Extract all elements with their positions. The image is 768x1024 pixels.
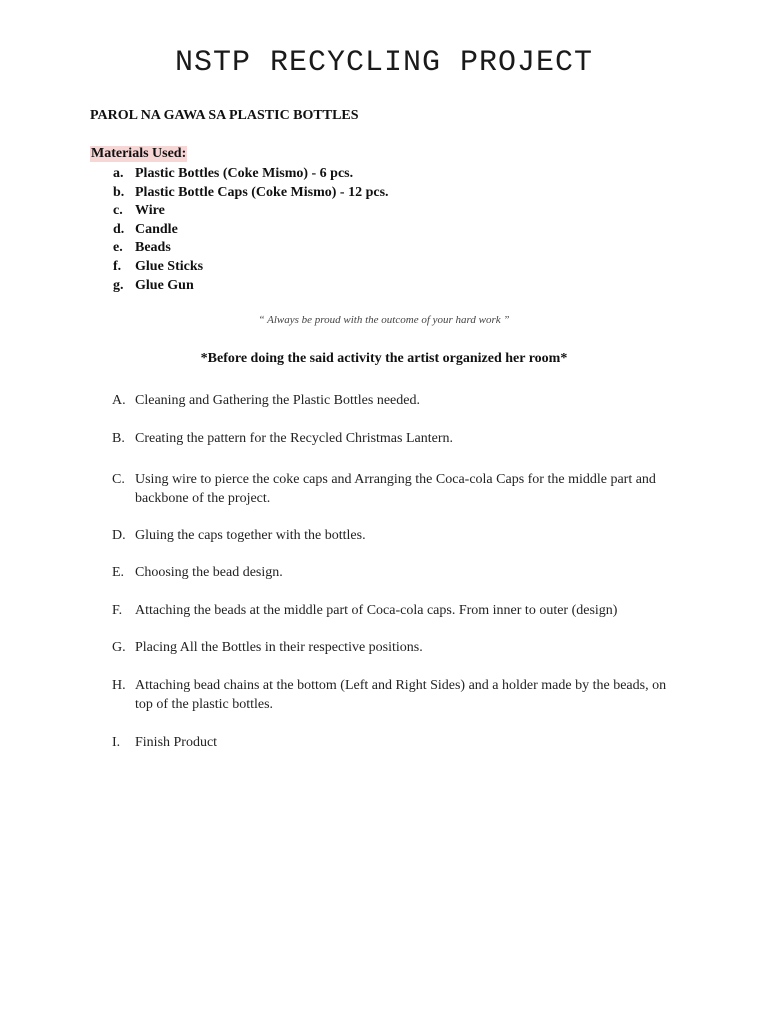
list-item-letter: d. <box>113 221 125 237</box>
list-item-letter: f. <box>113 258 122 274</box>
list-item-text: Plastic Bottle Caps (Coke Mismo) - 12 pcs. <box>135 184 389 200</box>
step-item <box>112 601 672 620</box>
list-item <box>90 165 389 184</box>
step-item <box>112 526 672 545</box>
step-item <box>112 391 672 410</box>
list-item-letter: a. <box>113 166 124 181</box>
list-item-text: Glue Gun <box>135 277 194 293</box>
step-text: Gluing the caps together with the bottles. <box>135 528 366 543</box>
list-item-text: Beads <box>135 240 171 256</box>
list-item <box>90 277 389 296</box>
materials-list <box>90 165 389 295</box>
step-item <box>112 470 672 508</box>
step-text: Attaching the beads at the middle part of Coca-cola caps. From inner to outer (design) <box>135 603 618 618</box>
step-letter: I. <box>112 735 121 750</box>
step-text: Choosing the bead design. <box>135 565 283 580</box>
step-text: Using wire to pierce the coke caps and Arranging the Coca-cola Caps for the middle part and backbone of the project. <box>135 472 656 506</box>
list-item-text: Plastic Bottles (Coke Mismo) - 6 pcs. <box>135 166 354 181</box>
list-item <box>90 221 389 240</box>
step-text: Cleaning and Gathering the Plastic Bottles needed. <box>135 393 420 408</box>
note-text: *Before doing the said activity the artist organized her room* <box>200 351 568 366</box>
step-text: Finish Product <box>135 735 218 750</box>
step-text: Placing All the Bottles in their respective positions. <box>135 640 423 655</box>
step-letter: C. <box>112 472 125 487</box>
list-item-letter: e. <box>113 240 123 256</box>
list-item-letter: g. <box>113 277 124 293</box>
step-letter: G. <box>112 640 126 655</box>
document-title: NSTP RECYCLING PROJECT <box>174 46 594 80</box>
step-text: Attaching bead chains at the bottom (Left and Right Sides) and a holder made by the beads, on top of the plastic bottles. <box>135 678 667 712</box>
list-item <box>90 202 389 221</box>
step-letter: H. <box>112 678 126 693</box>
step-item <box>112 733 672 752</box>
document-subtitle: PAROL NA GAWA SA PLASTIC BOTTLES <box>90 108 359 123</box>
step-letter: B. <box>112 431 125 446</box>
step-letter: E. <box>112 565 125 580</box>
list-item-text: Candle <box>135 221 178 237</box>
list-item-letter: c. <box>113 203 123 219</box>
materials-heading: Materials Used: <box>91 146 187 161</box>
step-item <box>112 638 672 657</box>
list-item-letter: b. <box>113 184 125 200</box>
step-item <box>112 429 672 448</box>
list-item <box>90 184 389 203</box>
step-text: Creating the pattern for the Recycled Christmas Lantern. <box>135 431 454 446</box>
list-item <box>90 239 389 258</box>
step-letter: D. <box>112 528 126 543</box>
list-item-text: Wire <box>135 203 165 219</box>
list-item <box>90 258 389 277</box>
step-item <box>112 563 672 582</box>
step-item <box>112 676 672 714</box>
quote-text: “ Always be proud with the outcome of your hard work ” <box>258 314 510 326</box>
step-letter: A. <box>112 393 126 408</box>
list-item-text: Glue Sticks <box>135 258 204 274</box>
step-letter: F. <box>112 603 123 618</box>
